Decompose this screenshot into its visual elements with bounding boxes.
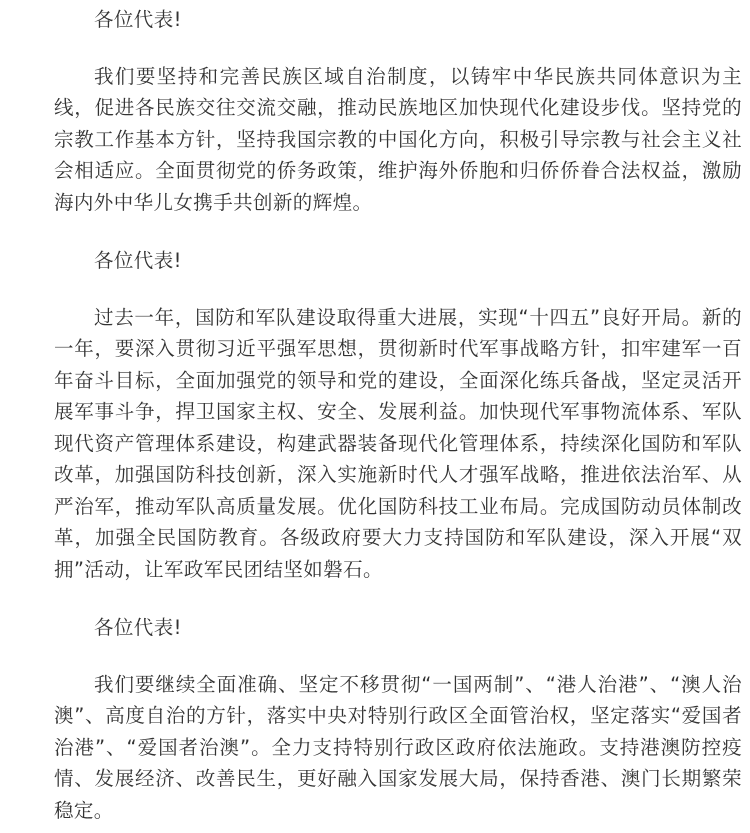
paragraph-national-defense: 过去一年，国防和军队建设取得重大进展，实现“十四五”良好开局。新的一年，要深入贯彻习近平强军思想，贯彻新时代军事战略方针，扣牢建军一百年奋斗目标，全面加强党的领导和党的建设，全面深化练兵备战，坚定灵活开展军事斗争，捍卫国家主权、安全、发展利益。加快现代军事物流体系、军队现代资产管理体系建设，构建武器装备现代化管理体系，持续深化国防和军队改革，加强国防科技创新，深入实施新时代人才强军战略，推进依法治军、从严治军，推动军队高质量发展。优化国防科技工业布局。完成国防动员体制改革，加强全民国防教育。各级政府要大力支持国防和军队建设，深入开展“双拥”活动，让军政军民团结坚如磐石。 bbox=[54, 305, 742, 581]
greeting-3: 各位代表! bbox=[94, 616, 182, 639]
greeting-1: 各位代表! bbox=[94, 8, 182, 31]
greeting-2: 各位代表! bbox=[94, 249, 182, 272]
paragraph-hong-kong-macao: 我们要继续全面准确、坚定不移贯彻“一国两制”、“港人治港”、“澳人治澳”、高度自治的方针，落实中央对特别行政区全面管治权，坚定落实“爱国者治港”、“爱国者治澳”。全力支持特别行政区政府依法施政。支持港澳防控疫情、发展经济、改善民生，更好融入国家发展大局，保持香港、澳门长期繁荣稳定。 bbox=[54, 672, 742, 822]
paragraph-ethnic-religious-affairs: 我们要坚持和完善民族区域自治制度，以铸牢中华民族共同体意识为主线，促进各民族交往交流交融，推动民族地区加快现代化建设步伐。坚持党的宗教工作基本方针，坚持我国宗教的中国化方向，积极引导宗教与社会主义社会相适应。全面贯彻党的侨务政策，维护海外侨胞和归侨侨眷合法权益，激励海内外中华儿女携手共创新的辉煌。 bbox=[54, 64, 742, 214]
article-body bbox=[54, 0, 742, 826]
